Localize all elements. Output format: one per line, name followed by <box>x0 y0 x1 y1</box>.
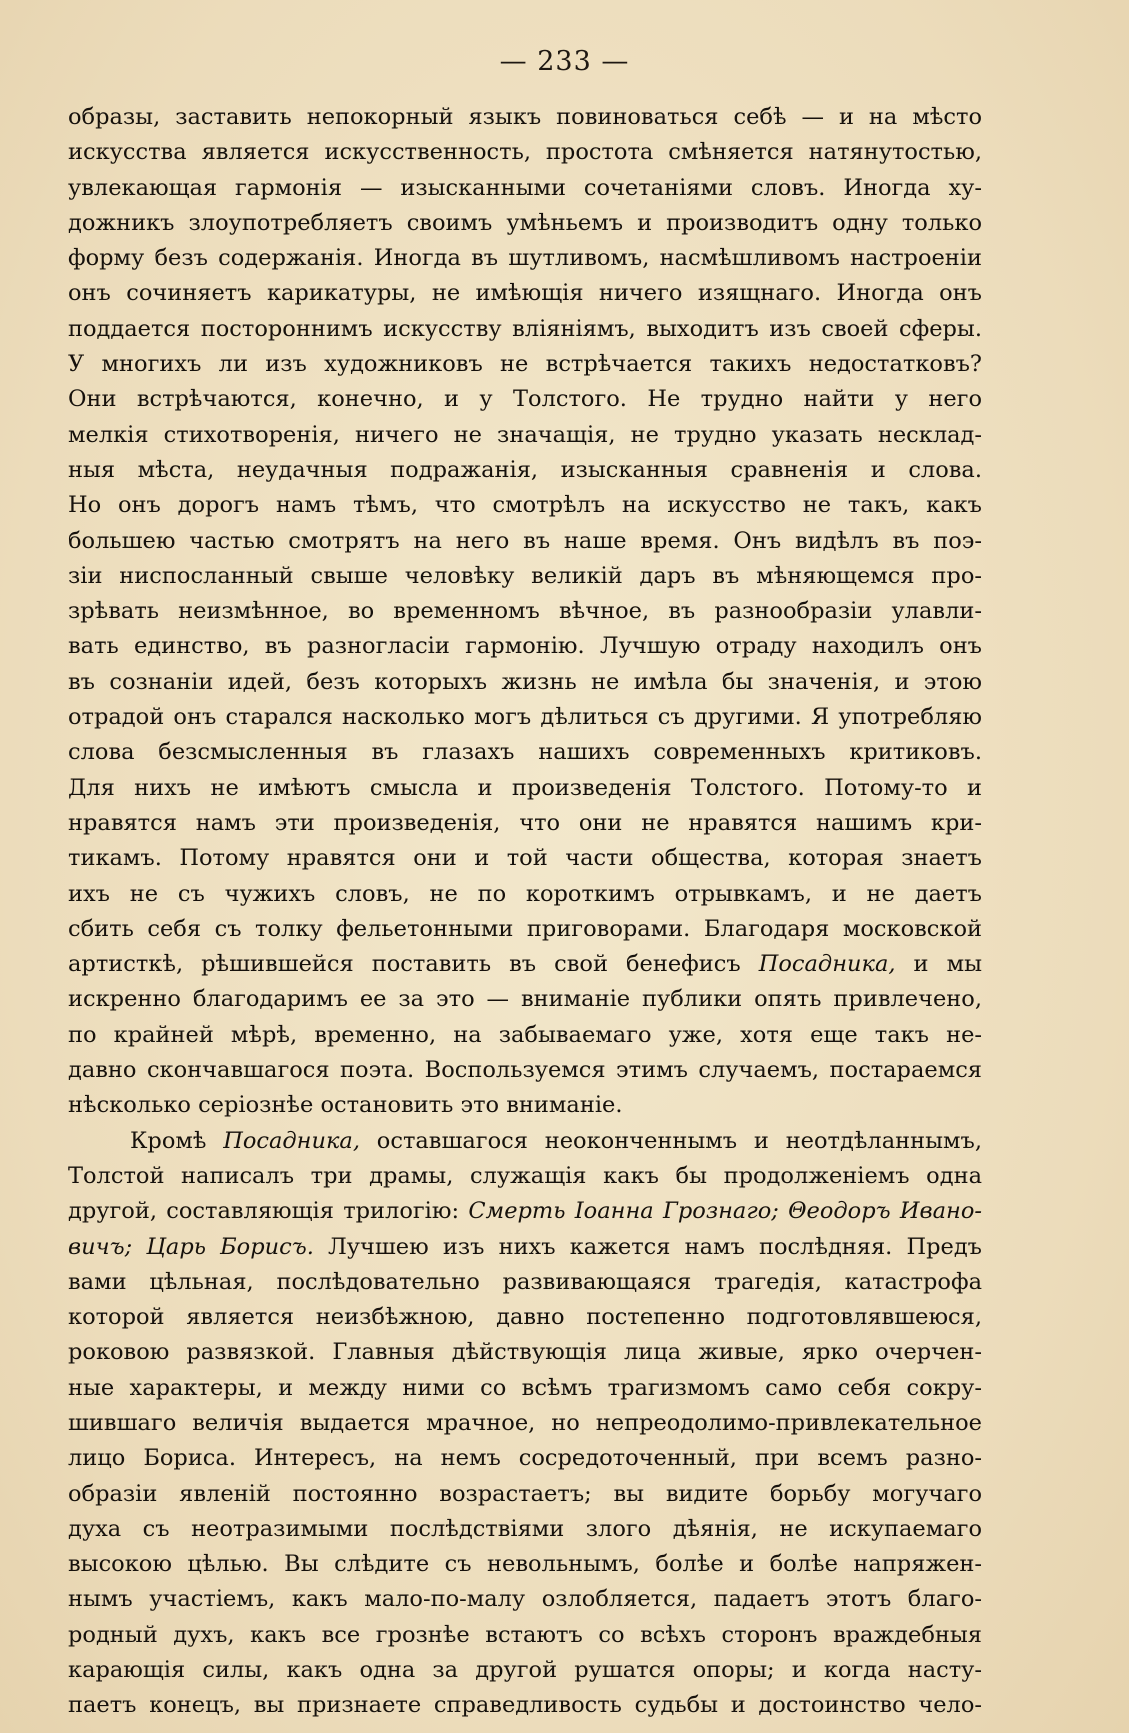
text-line: Они встрѣчаются, конечно, и у Толстого. Не трудно найти у него <box>68 386 982 413</box>
text-line: искусства является искусственность, простота смѣняется натянутостью, <box>68 139 982 166</box>
text-line: ные характеры, и между ними со всѣмъ трагизмомъ само себя сокру- <box>68 1374 982 1401</box>
text-line: слова безсмысленныя въ глазахъ нашихъ современныхъ критиковъ. <box>68 739 982 766</box>
text-line: отрадой онъ старался насколько могъ дѣлиться съ другими. Я употребляю <box>68 704 982 731</box>
text-line: въ сознаніи идей, безъ которыхъ жизнь не имѣла бы значенія, и этою <box>68 668 982 695</box>
text-line: нѣсколько серіознѣе остановить это вниманіе. <box>68 1092 623 1119</box>
text-line: поддается постороннимъ искусству вліяніямъ, выходитъ изъ своей сферы. <box>68 315 982 342</box>
page-number: — 233 — <box>499 46 630 77</box>
text-line: вами цѣльная, послѣдовательно развивающаяся трагедія, катастрофа <box>68 1268 982 1295</box>
text-segment: оставшагося неоконченнымъ и неотдѣланнымъ, <box>360 1127 982 1154</box>
text-line: родный духъ, какъ все грознѣе встаютъ со всѣхъ сторонъ враждебныя <box>68 1621 982 1648</box>
text-segment: и мы <box>895 951 982 978</box>
italic-title: Смерть Іоанна Грознаго; Θеодоръ Ивано- <box>468 1198 982 1225</box>
italic-title: Посадника, <box>758 951 896 978</box>
text-segment: Кромѣ <box>130 1127 224 1154</box>
text-line: сбить себя съ толку фельетонными приговорами. Благодаря московской <box>68 915 982 942</box>
text-line: Но онъ дорогъ намъ тѣмъ, что смотрѣлъ на искусство не такъ, какъ <box>68 492 982 519</box>
text-line <box>68 1124 982 1159</box>
text-line: нравятся намъ эти произведенія, что они не нравятся нашимъ кри- <box>68 809 982 836</box>
body-text <box>68 100 982 1724</box>
text-line: мелкія стихотворенія, ничего не значащія, не трудно указать несклад- <box>68 421 982 448</box>
text-line: которой является неизбѣжною, давно постепенно подготовлявшеюся, <box>68 1304 982 1331</box>
text-line: вать единство, въ разногласіи гармонію. Лучшую отраду находилъ онъ <box>68 633 982 660</box>
italic-title: вичъ; Царь Борисъ. <box>68 1233 314 1260</box>
italic-title: Посадника, <box>223 1127 360 1154</box>
text-line: зрѣвать неизмѣнное, во временномъ вѣчное, въ разнообразіи улавли- <box>68 598 982 625</box>
text-line: духа съ неотразимыми послѣдствіями злого дѣянія, не искупаемаго <box>68 1515 982 1542</box>
text-line: У многихъ ли изъ художниковъ не встрѣчается такихъ недостатковъ? <box>68 351 982 378</box>
text-line: ныя мѣста, неудачныя подражанія, изысканныя сравненія и слова. <box>68 456 982 483</box>
text-line: Для нихъ не имѣютъ смысла и произведенія Толстого. Потому-то и <box>68 774 982 801</box>
text-line: образы, заставить непокорный языкъ повиноваться себѣ — и на мѣсто <box>68 104 982 130</box>
text-line: паетъ конецъ, вы признаете справедливость судьбы и достоинство чело- <box>68 1692 982 1719</box>
text-line <box>68 1230 982 1265</box>
text-line: увлекающая гармонія — изысканными сочетаніями словъ. Иногда ху- <box>68 174 982 201</box>
text-line: образіи явленій постоянно возрастаетъ; вы видите борьбу могучаго <box>68 1480 982 1507</box>
text-segment: другой, составляющія трилогію: <box>68 1198 469 1225</box>
text-segment: Лучшею изъ нихъ кажется намъ послѣдняя. Предъ <box>313 1233 982 1260</box>
text-line: искренно благодаримъ ее за это — вниманіе публики опять привлечено, <box>68 986 982 1013</box>
text-line: Толстой написалъ три драмы, служащія какъ бы продолженіемъ одна <box>68 1162 982 1189</box>
text-line: шившаго величія выдается мрачное, но непреодолимо-привлекательное <box>68 1409 982 1436</box>
text-line: давно скончавшагося поэта. Воспользуемся этимъ случаемъ, постараемся <box>68 1057 982 1084</box>
text-line: нымъ участіемъ, какъ мало-по-малу озлобляется, падаетъ этотъ благо- <box>68 1586 982 1613</box>
text-segment: артисткѣ, рѣшившейся поставить въ свой бенефисъ <box>68 951 759 978</box>
text-line: ихъ не съ чужихъ словъ, не по короткимъ отрывкамъ, и не даетъ <box>68 880 982 907</box>
text-line: карающія силы, какъ одна за другой рушатся опоры; и когда насту- <box>68 1657 982 1684</box>
text-line: онъ сочиняетъ карикатуры, не имѣющія ничего изящнаго. Иногда онъ <box>68 280 982 307</box>
text-line: форму безъ содержанія. Иногда въ шутливомъ, насмѣшливомъ настроеніи <box>68 245 982 272</box>
text-line: по крайней мѣрѣ, временно, на забываемаго уже, хотя еще такъ не- <box>68 1021 982 1048</box>
text-line: зіи ниспосланный свыше человѣку великій даръ въ мѣняющемся про- <box>68 562 982 589</box>
text-line: большею частью смотрятъ на него въ наше время. Онъ видѣлъ въ поэ- <box>68 527 982 554</box>
text-line: высокою цѣлью. Вы слѣдите съ невольнымъ, болѣе и болѣе напряжен- <box>68 1551 982 1578</box>
text-line: дожникъ злоупотребляетъ своимъ умѣньемъ и производитъ одну только <box>68 209 982 236</box>
text-line <box>68 1194 982 1229</box>
text-line: лицо Бориса. Интересъ, на немъ сосредоточенный, при всемъ разно- <box>68 1445 982 1472</box>
text-line <box>68 947 982 982</box>
text-line: роковою развязкой. Главныя дѣйствующія лица живые, ярко очерчен- <box>68 1339 982 1366</box>
text-line: тикамъ. Потому нравятся они и той части общества, которая знаетъ <box>68 845 982 872</box>
